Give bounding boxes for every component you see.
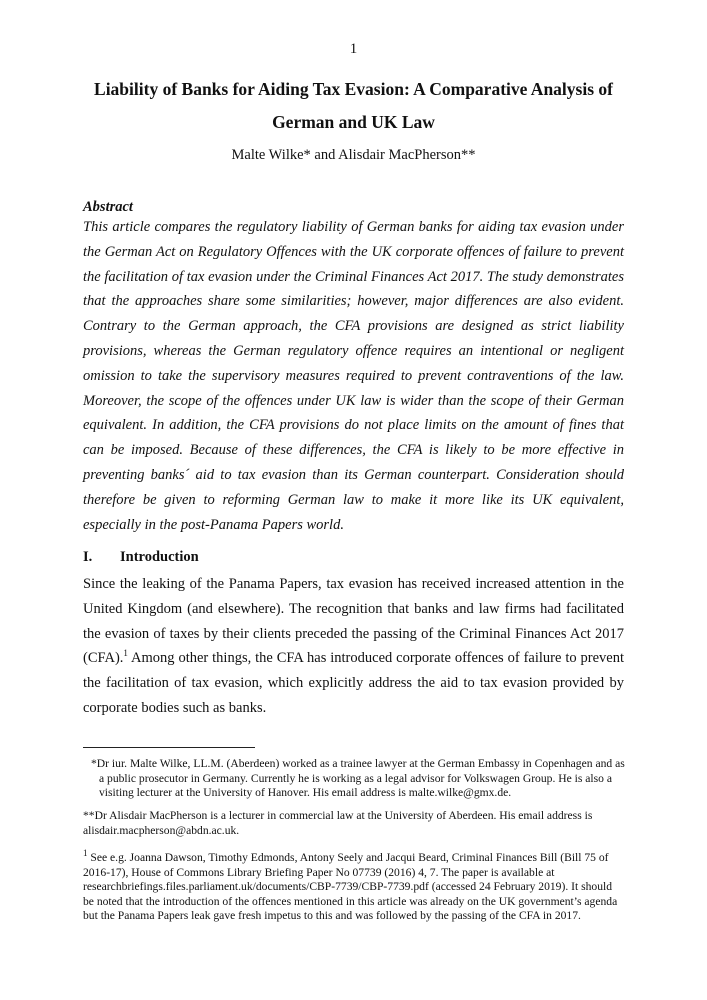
footnote-text: See e.g. Joanna Dawson, Timothy Edmonds, Antony Seely and Jacqui Beard, Criminal Finances Bill (Bill 75 of 2016-17), House of Commons Library Briefing Paper No 07739 (2016) 4, 7. The paper is available at researchbriefings.files.parliament.uk/documents/CBP-7739/CBP-7739.pdf (accessed 24 February 2019). It should be noted that the introduction of the offences mentioned in this article was already on the UK government’s agenda but the Panama Papers leak gave fresh impetus to this and was followed by the passing of the CFA in 2017. — [83, 851, 618, 923]
section-title: Introduction — [120, 549, 199, 565]
section-number: I. — [83, 549, 93, 565]
intro-text-part-1: Since the leaking of the Panama Papers, tax evasion has received increased attention in the United Kingdom (and elsewhere). The recognition that banks and law firms had facilitated the evasion of taxes by their clients preceded the passing of the Criminal Finances Act 2017 (CFA). — [83, 576, 624, 667]
footnote-author-1 — [91, 757, 631, 801]
footnote-author-2 — [83, 809, 623, 838]
section-heading-introduction — [83, 549, 199, 566]
footnote-marker: ** — [83, 809, 95, 822]
footnote-marker: 1 — [83, 848, 88, 859]
page-number: 1 — [349, 41, 358, 57]
footnote-separator — [83, 747, 255, 748]
footnote-marker: * — [91, 757, 97, 770]
paper-title: Liability of Banks for Aiding Tax Evasion: A Comparative Analysis of German and UK Law — [94, 79, 613, 132]
abstract-text: This article compares the regulatory liability of German banks for aiding tax evasion under the German Act on Regulatory Offences with the UK corporate offences of failure to prevent the facilitation of tax evasion under the Criminal Finances Act 2017. The study demonstrates that the approaches share some similarities; however, major differences are also evident. Contrary to the German approach, the CFA provisions are designed as strict liability provisions, whereas the German regulatory offence requires an intentional or negligent omission to take the supervisory measures required to prevent contraventions of the law. Moreover, the scope of the offences under UK law is wider than the scope of their German equivalent. In addition, the CFA provisions do not place limits on the amount of fines that can be imposed. Because of these differences, the CFA is likely to be more effective in preventing banks´ aid to tax evasion than its German counterpart. Consideration should therefore be given to reforming German law to make it more like its UK equivalent, especially in the post-Panama Papers world. — [83, 219, 624, 533]
footnote-reference-1[interactable]: 1 — [123, 648, 128, 659]
footnote-1 — [83, 848, 623, 924]
abstract-heading: Abstract — [83, 199, 133, 215]
introduction-paragraph — [83, 572, 624, 721]
footnote-text: Dr Alisdair MacPherson is a lecturer in commercial law at the University of Aberdeen. His email address is alisdair.macpherson@abdn.ac.uk. — [83, 809, 593, 837]
author-line: Malte Wilke* and Alisdair MacPherson** — [231, 147, 476, 163]
intro-text-part-2: Among other things, the CFA has introduced corporate offences of failure to prevent the facilitation of tax evasion, which explicitly address the aid to tax evasion provided by corporate bodies such as banks. — [83, 650, 624, 716]
footnote-text: Dr iur. Malte Wilke, LL.M. (Aberdeen) worked as a trainee lawyer at the German Embassy in Copenhagen and as a public prosecutor in Germany. Currently he is working as a legal advisor for Volkswagen Group. He is also a visiting lecturer at the University of Hanover. His email address is malte.wilke@gmx.de. — [96, 757, 625, 800]
